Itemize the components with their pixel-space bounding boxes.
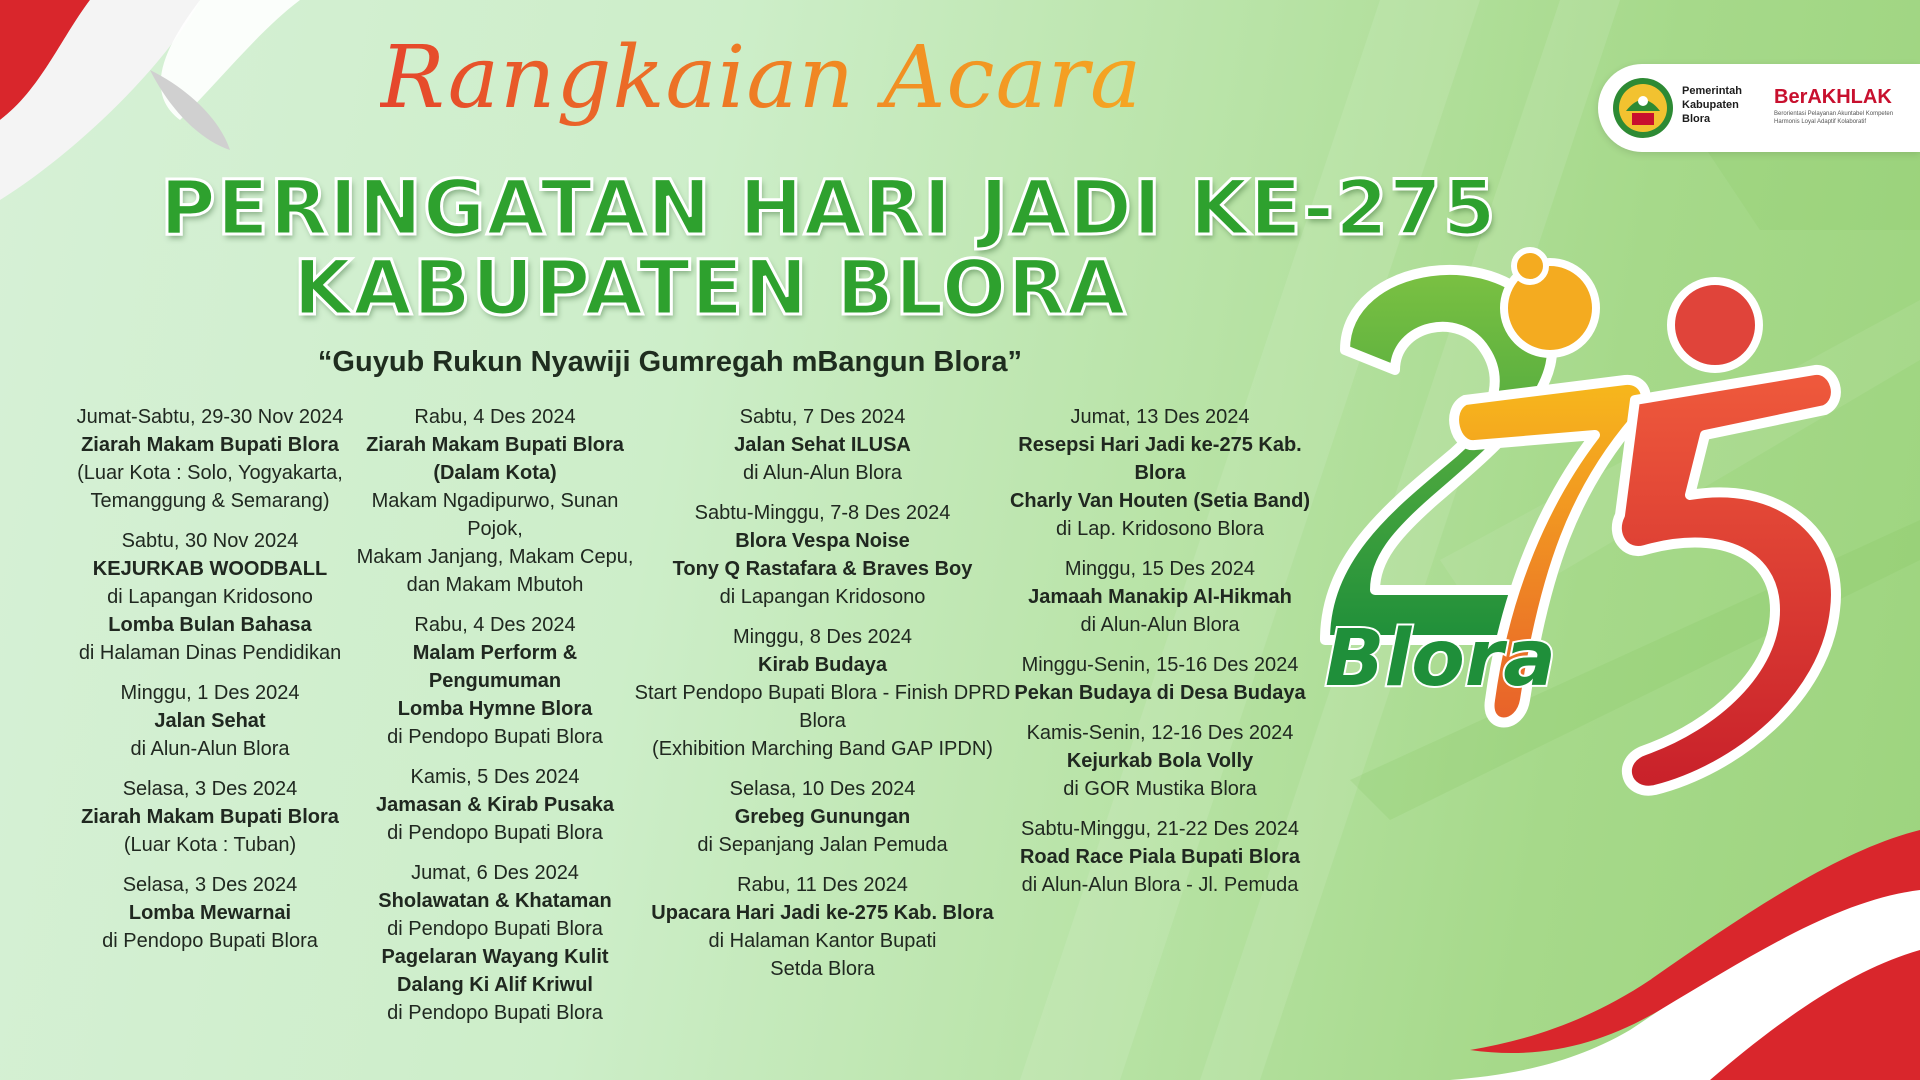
tagline: “Guyub Rukun Nyawiji Gumregah mBangun Blora” bbox=[317, 346, 1023, 378]
event-title: Kejurkab Bola Volly bbox=[1066, 750, 1254, 772]
event-title: Jalan Sehat bbox=[154, 710, 266, 732]
event-date: Selasa, 10 Des 2024 bbox=[729, 778, 916, 800]
event-entry bbox=[625, 775, 1020, 859]
event-entry bbox=[345, 403, 645, 599]
event-date: Jumat, 6 Des 2024 bbox=[411, 862, 579, 884]
event-title: Resepsi Hari Jadi ke-275 Kab. Blora bbox=[1018, 434, 1302, 484]
event-entry bbox=[70, 527, 350, 667]
org-name: Pemerintah Kabupaten Blora bbox=[1682, 85, 1742, 125]
event-detail: di Sepanjang Jalan Pemuda bbox=[697, 834, 948, 856]
event-detail: (Luar Kota : Tuban) bbox=[123, 834, 297, 856]
event-detail: di Alun-Alun Blora - Jl. Pemuda bbox=[1021, 874, 1299, 896]
event-title: Lomba Hymne Blora bbox=[397, 698, 593, 720]
event-entry bbox=[990, 651, 1330, 707]
event-title: Upacara Hari Jadi ke-275 Kab. Blora bbox=[651, 902, 994, 924]
event-title: Jalan Sehat ILUSA bbox=[734, 434, 911, 456]
event-date: Minggu, 1 Des 2024 bbox=[120, 682, 300, 704]
berakhlak-subtitle: Berorientasi Pelayanan Akuntabel Kompeten Harmonis Loyal Adaptif Kolaboratif bbox=[1774, 111, 1894, 125]
event-title: Ziarah Makam Bupati Blora bbox=[81, 806, 339, 828]
event-title: Grebeg Gunungan bbox=[734, 806, 911, 828]
event-date: Selasa, 3 Des 2024 bbox=[122, 778, 298, 800]
event-date: Minggu, 15 Des 2024 bbox=[1064, 558, 1256, 580]
event-date: Rabu, 4 Des 2024 bbox=[414, 614, 576, 636]
main-title-line-2: KABUPATEN BLORA bbox=[293, 243, 1127, 332]
event-date: Sabtu, 7 Des 2024 bbox=[739, 406, 906, 428]
event-entry bbox=[70, 871, 350, 955]
event-title: Charly Van Houten (Setia Band) bbox=[1009, 490, 1311, 512]
logo-word: Blora bbox=[1325, 614, 1556, 704]
event-title: Sholawatan & Khataman bbox=[378, 890, 612, 912]
event-detail: di Halaman Dinas Pendidikan bbox=[78, 642, 342, 664]
event-title: Tony Q Rastafara & Braves Boy bbox=[672, 558, 973, 580]
event-date: Minggu-Senin, 15-16 Des 2024 bbox=[1021, 654, 1299, 676]
event-entry bbox=[345, 859, 645, 1027]
event-date: Rabu, 11 Des 2024 bbox=[737, 874, 908, 896]
event-title: Lomba Mewarnai bbox=[128, 902, 292, 924]
script-title: Rangkaian Acara bbox=[380, 28, 1143, 128]
event-detail: di Pendopo Bupati Blora bbox=[102, 930, 318, 952]
event-entry bbox=[990, 815, 1330, 899]
event-title: Pagelaran Wayang Kulit bbox=[381, 946, 609, 968]
event-title: Road Race Piala Bupati Blora bbox=[1019, 846, 1301, 868]
event-detail: di Pendopo Bupati Blora bbox=[387, 726, 603, 748]
event-detail: Setda Blora bbox=[770, 958, 875, 980]
berakhlak-logo: BerAKHLAK bbox=[1774, 86, 1892, 108]
event-title: Malam Perform & Pengumuman bbox=[412, 642, 578, 692]
event-entry bbox=[70, 775, 350, 859]
event-entry bbox=[625, 403, 1020, 487]
event-title: Jamasan & Kirab Pusaka bbox=[376, 794, 614, 816]
event-detail: dan Makam Mbutoh bbox=[406, 574, 584, 596]
logo-275-blora bbox=[1305, 230, 1895, 870]
event-detail: di GOR Mustika Blora bbox=[1063, 778, 1257, 800]
event-date: Jumat-Sabtu, 29-30 Nov 2024 bbox=[76, 406, 344, 428]
event-date: Kamis, 5 Des 2024 bbox=[410, 766, 580, 788]
event-detail: di Pendopo Bupati Blora bbox=[387, 918, 603, 940]
event-entry bbox=[990, 719, 1330, 803]
partner-logo-box bbox=[1598, 64, 1920, 152]
event-detail: di Alun-Alun Blora bbox=[743, 462, 902, 484]
event-date: Sabtu-Minggu, 21-22 Des 2024 bbox=[1021, 818, 1299, 840]
event-detail: di Halaman Kantor Bupati bbox=[708, 930, 937, 952]
event-detail: Makam Janjang, Makam Cepu, bbox=[356, 546, 634, 568]
schedule-column-3 bbox=[625, 403, 1020, 995]
event-date: Sabtu-Minggu, 7-8 Des 2024 bbox=[694, 502, 951, 524]
event-date: Sabtu, 30 Nov 2024 bbox=[121, 530, 299, 552]
event-date: Minggu, 8 Des 2024 bbox=[732, 626, 912, 648]
event-entry bbox=[345, 611, 645, 751]
event-title: Lomba Bulan Bahasa bbox=[108, 614, 312, 636]
event-entry bbox=[625, 871, 1020, 983]
schedule-column-4 bbox=[990, 403, 1330, 911]
kabupaten-blora-seal-icon bbox=[1612, 77, 1674, 139]
event-detail: di Alun-Alun Blora bbox=[130, 738, 290, 760]
event-date: Rabu, 4 Des 2024 bbox=[414, 406, 576, 428]
event-title: KEJURKAB WOODBALL bbox=[92, 558, 328, 580]
flag-ribbon-bottom-right bbox=[1450, 830, 1920, 1080]
event-entry bbox=[70, 679, 350, 763]
event-detail: Temanggung & Semarang) bbox=[90, 490, 330, 512]
event-detail: di Lapangan Kridosono bbox=[107, 586, 313, 608]
main-title-line-1: PERINGATAN HARI JADI KE-275 bbox=[160, 163, 1497, 252]
event-detail: di Pendopo Bupati Blora bbox=[387, 1002, 603, 1024]
event-detail: di Lapangan Kridosono bbox=[719, 586, 926, 608]
event-entry bbox=[625, 499, 1020, 611]
event-detail: Makam Ngadipurwo, Sunan Pojok, bbox=[371, 490, 619, 540]
event-detail: (Exhibition Marching Band GAP IPDN) bbox=[652, 738, 993, 760]
event-detail: di Alun-Alun Blora bbox=[1080, 614, 1240, 636]
event-title: Pekan Budaya di Desa Budaya bbox=[1014, 682, 1306, 704]
event-entry bbox=[990, 555, 1330, 639]
event-title: Ziarah Makam Bupati Blora bbox=[81, 434, 339, 456]
event-title: Kirab Budaya bbox=[758, 654, 887, 676]
event-title: Dalang Ki Alif Kriwul bbox=[397, 974, 593, 996]
event-detail: (Luar Kota : Solo, Yogyakarta, bbox=[77, 462, 343, 484]
event-entry bbox=[345, 763, 645, 847]
schedule-column-1 bbox=[70, 403, 350, 967]
event-detail: di Lap. Kridosono Blora bbox=[1056, 518, 1264, 540]
event-entry bbox=[625, 623, 1020, 763]
event-entry bbox=[990, 403, 1330, 543]
event-entry bbox=[70, 403, 350, 515]
event-detail: Start Pendopo Bupati Blora - Finish DPRD Blora bbox=[634, 682, 1011, 732]
event-detail: di Pendopo Bupati Blora bbox=[387, 822, 603, 844]
event-date: Jumat, 13 Des 2024 bbox=[1070, 406, 1250, 428]
event-title: Jamaah Manakip Al-Hikmah bbox=[1028, 586, 1292, 608]
event-title: (Dalam Kota) bbox=[433, 462, 557, 484]
event-title: Blora Vespa Noise bbox=[735, 530, 910, 552]
event-date: Kamis-Senin, 12-16 Des 2024 bbox=[1026, 722, 1294, 744]
event-date: Selasa, 3 Des 2024 bbox=[122, 874, 298, 896]
event-title: Ziarah Makam Bupati Blora bbox=[366, 434, 624, 456]
schedule-column-2 bbox=[345, 403, 645, 1039]
